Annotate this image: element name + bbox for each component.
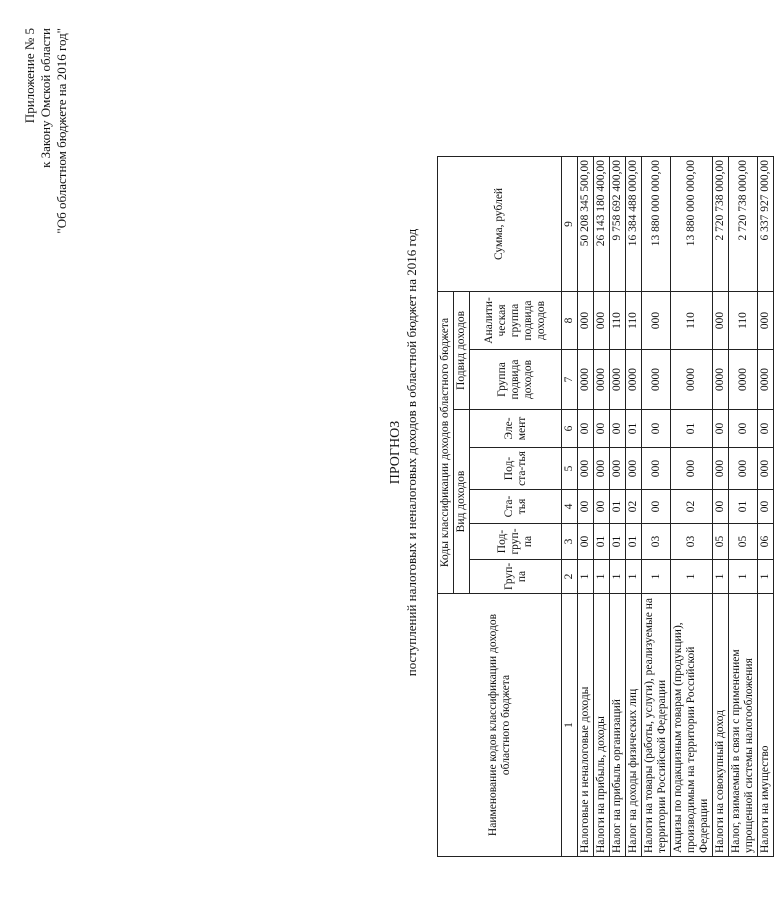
appendix-law-title: "Об областном бюджете на 2016 год" bbox=[54, 28, 69, 234]
code-podvid-group: 0000 bbox=[729, 350, 758, 410]
header-codes: Коды классификации доходов областного бюджета bbox=[438, 291, 454, 593]
code-subgroup: 01 bbox=[594, 524, 610, 560]
document-title bbox=[388, 0, 420, 905]
code-subgroup: 05 bbox=[713, 524, 729, 560]
revenue-forecast-table bbox=[437, 156, 774, 857]
code-article: 02 bbox=[671, 490, 713, 524]
col-number: 6 bbox=[562, 410, 578, 448]
code-element: 00 bbox=[578, 410, 594, 448]
header-name: Наименование кодов классификации доходов областного бюджета bbox=[438, 594, 562, 857]
table-row bbox=[578, 156, 594, 856]
row-sum: 16 384 488 000,00 bbox=[626, 156, 642, 291]
code-element: 01 bbox=[626, 410, 642, 448]
code-analytic-group: 000 bbox=[578, 291, 594, 349]
code-article: 02 bbox=[626, 490, 642, 524]
code-group: 1 bbox=[626, 560, 642, 594]
col-number: 5 bbox=[562, 448, 578, 490]
row-sum: 50 208 345 500,00 bbox=[578, 156, 594, 291]
code-article: 01 bbox=[610, 490, 626, 524]
code-group: 1 bbox=[729, 560, 758, 594]
code-subgroup: 06 bbox=[758, 524, 774, 560]
code-group: 1 bbox=[594, 560, 610, 594]
row-name: Налоги на имущество bbox=[758, 594, 774, 857]
code-group: 1 bbox=[578, 560, 594, 594]
code-group: 1 bbox=[713, 560, 729, 594]
row-name: Налоговые и неналоговые доходы bbox=[578, 594, 594, 857]
row-name: Налоги на совокупный доход bbox=[713, 594, 729, 857]
col-number: 4 bbox=[562, 490, 578, 524]
code-subgroup: 00 bbox=[578, 524, 594, 560]
code-element: 00 bbox=[729, 410, 758, 448]
code-subarticle: 000 bbox=[610, 448, 626, 490]
code-subarticle: 000 bbox=[578, 448, 594, 490]
table-row bbox=[713, 156, 729, 856]
code-analytic-group: 110 bbox=[610, 291, 626, 349]
code-podvid-group: 0000 bbox=[594, 350, 610, 410]
col-number: 7 bbox=[562, 350, 578, 410]
code-element: 00 bbox=[642, 410, 671, 448]
code-element: 00 bbox=[713, 410, 729, 448]
code-element: 00 bbox=[610, 410, 626, 448]
header-sum: Сумма, рублей bbox=[438, 156, 562, 291]
code-subgroup: 01 bbox=[610, 524, 626, 560]
code-subarticle: 000 bbox=[729, 448, 758, 490]
table-row bbox=[610, 156, 626, 856]
row-name: Акцизы по подакцизным товарам (продукции), производимым на территории Российской Федерации bbox=[671, 594, 713, 857]
code-element: 00 bbox=[758, 410, 774, 448]
code-article: 00 bbox=[642, 490, 671, 524]
code-article: 00 bbox=[578, 490, 594, 524]
code-podvid-group: 0000 bbox=[642, 350, 671, 410]
row-name: Налог, взимаемый в связи с применением упрощенной системы налогообложения bbox=[729, 594, 758, 857]
header-group: Груп-па bbox=[470, 560, 562, 594]
header-vid: Вид доходов bbox=[454, 410, 470, 594]
code-article: 00 bbox=[758, 490, 774, 524]
code-group: 1 bbox=[610, 560, 626, 594]
code-podvid-group: 0000 bbox=[610, 350, 626, 410]
col-number: 8 bbox=[562, 291, 578, 349]
code-analytic-group: 000 bbox=[713, 291, 729, 349]
code-podvid-group: 0000 bbox=[626, 350, 642, 410]
table-row bbox=[729, 156, 758, 856]
code-podvid-group: 0000 bbox=[671, 350, 713, 410]
row-sum: 26 143 180 400,00 bbox=[594, 156, 610, 291]
code-element: 00 bbox=[594, 410, 610, 448]
row-sum: 13 880 000 000,00 bbox=[671, 156, 713, 291]
code-subarticle: 000 bbox=[758, 448, 774, 490]
code-analytic-group: 000 bbox=[642, 291, 671, 349]
code-subgroup: 01 bbox=[626, 524, 642, 560]
code-subgroup: 03 bbox=[642, 524, 671, 560]
code-subgroup: 03 bbox=[671, 524, 713, 560]
code-subarticle: 000 bbox=[713, 448, 729, 490]
table-row bbox=[671, 156, 713, 856]
code-article: 00 bbox=[713, 490, 729, 524]
col-number: 9 bbox=[562, 156, 578, 291]
row-sum: 13 880 000 000,00 bbox=[642, 156, 671, 291]
row-sum: 2 720 738 000,00 bbox=[713, 156, 729, 291]
code-subarticle: 000 bbox=[594, 448, 610, 490]
header-subarticle: Под-ста-тья bbox=[470, 448, 562, 490]
row-sum: 6 337 927 000,00 bbox=[758, 156, 774, 291]
table-row bbox=[626, 156, 642, 856]
table-row bbox=[594, 156, 610, 856]
code-podvid-group: 0000 bbox=[713, 350, 729, 410]
title-main: ПРОГНОЗ bbox=[388, 420, 403, 485]
row-name: Налоги на товары (работы, услуги), реализуемые на территории Российской Федерации bbox=[642, 594, 671, 857]
code-group: 1 bbox=[758, 560, 774, 594]
header-element: Эле-мент bbox=[470, 410, 562, 448]
code-podvid-group: 0000 bbox=[758, 350, 774, 410]
code-group: 1 bbox=[642, 560, 671, 594]
code-article: 01 bbox=[729, 490, 758, 524]
code-group: 1 bbox=[671, 560, 713, 594]
header-subgroup: Под-груп-па bbox=[470, 524, 562, 560]
row-sum: 2 720 738 000,00 bbox=[729, 156, 758, 291]
appendix-header bbox=[22, 28, 70, 234]
code-podvid-group: 0000 bbox=[578, 350, 594, 410]
header-podvid-group: Группа подвида доходов bbox=[470, 350, 562, 410]
header-analytic-group: Аналити-ческая группа подвида доходов bbox=[470, 291, 562, 349]
row-sum: 9 758 692 400,00 bbox=[610, 156, 626, 291]
header-podvid: Подвид доходов bbox=[454, 291, 470, 409]
code-subarticle: 000 bbox=[671, 448, 713, 490]
code-analytic-group: 110 bbox=[671, 291, 713, 349]
code-element: 01 bbox=[671, 410, 713, 448]
code-analytic-group: 110 bbox=[729, 291, 758, 349]
code-subarticle: 000 bbox=[642, 448, 671, 490]
col-number: 1 bbox=[562, 594, 578, 857]
row-name: Налог на доходы физических лиц bbox=[626, 594, 642, 857]
title-subtitle: поступлений налоговых и неналоговых доходов в областной бюджет на 2016 год bbox=[404, 228, 419, 677]
code-subarticle: 000 bbox=[626, 448, 642, 490]
row-name: Налог на прибыль организаций bbox=[610, 594, 626, 857]
code-article: 00 bbox=[594, 490, 610, 524]
table-row bbox=[642, 156, 671, 856]
code-analytic-group: 000 bbox=[594, 291, 610, 349]
col-number: 3 bbox=[562, 524, 578, 560]
row-name: Налоги на прибыль, доходы bbox=[594, 594, 610, 857]
table-row bbox=[758, 156, 774, 856]
col-number: 2 bbox=[562, 560, 578, 594]
appendix-law: к Закону Омской области bbox=[38, 28, 53, 168]
header-article: Ста-тья bbox=[470, 490, 562, 524]
code-analytic-group: 000 bbox=[758, 291, 774, 349]
code-subgroup: 05 bbox=[729, 524, 758, 560]
code-analytic-group: 110 bbox=[626, 291, 642, 349]
appendix-number: Приложение № 5 bbox=[22, 28, 37, 124]
